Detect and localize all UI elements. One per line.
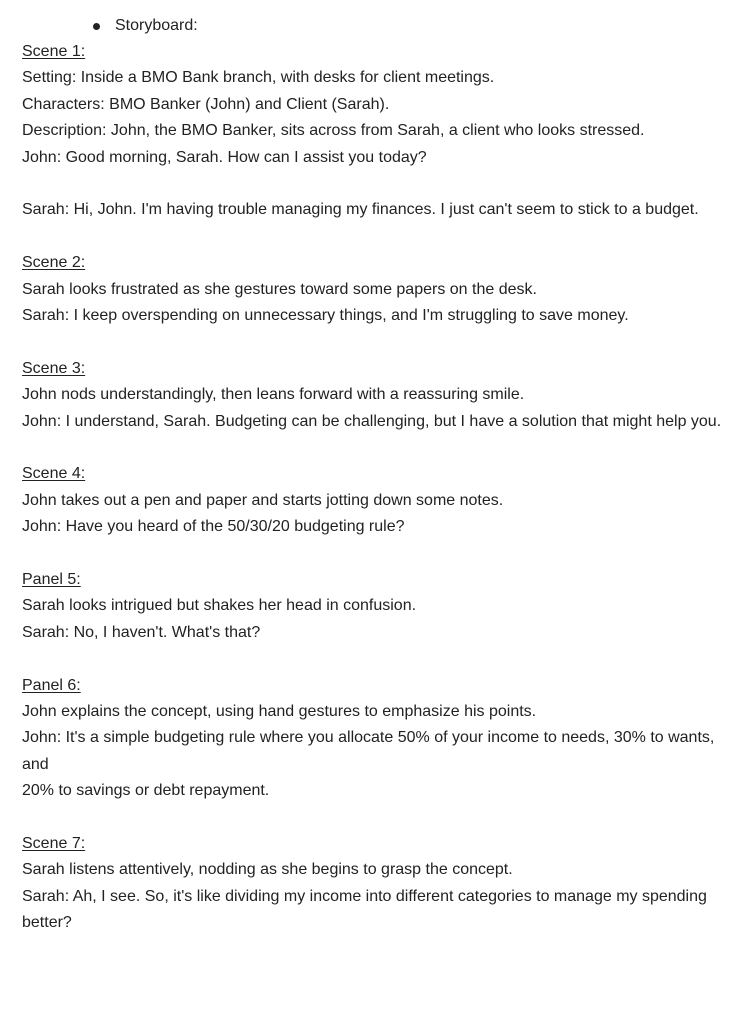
section-spacer [22, 224, 734, 250]
script-line: Sarah: Hi, John. I'm having trouble managing my finances. I just can't seem to stick to a budget. [22, 201, 699, 219]
scene-heading: Scene 1: [22, 43, 86, 60]
script-line: Description: John, the BMO Banker, sits across from Sarah, a client who looks stressed. [22, 122, 645, 140]
document-body [22, 13, 734, 937]
scene-heading: Panel 5: [22, 571, 81, 589]
scene-heading: Scene 3: [22, 359, 86, 377]
script-line: John: It's a simple budgeting rule where you allocate 50% of your income to needs, 30% to wants, and [22, 729, 719, 773]
scene-block [22, 39, 734, 224]
script-line: John: I understand, Sarah. Budgeting can be challenging, but I have a solution that might help you. [22, 412, 722, 430]
script-line: better? [22, 914, 72, 932]
scene-block [22, 831, 734, 937]
section-spacer [22, 435, 734, 461]
scene-block [22, 461, 734, 540]
script-line: Sarah: Ah, I see. So, it's like dividing my income into different categories to manage my spending [22, 887, 707, 905]
scene-block [22, 567, 734, 646]
scene-block [22, 250, 734, 329]
bullet-dot-icon [93, 23, 100, 30]
script-line: Sarah: No, I haven't. What's that? [22, 623, 261, 641]
section-spacer [22, 541, 734, 567]
scene-block [22, 673, 734, 805]
script-line: John: Good morning, Sarah. How can I assist you today? [22, 148, 427, 166]
script-line: Sarah looks frustrated as she gestures toward some papers on the desk. [22, 280, 537, 298]
script-line: John nods understandingly, then leans forward with a reassuring smile. [22, 386, 525, 404]
script-line: John: Have you heard of the 50/30/20 budgeting rule? [22, 518, 405, 536]
scene-heading: Panel 6: [22, 676, 81, 694]
script-line: Sarah looks intrigued but shakes her head in confusion. [22, 597, 417, 615]
script-line: Sarah: I keep overspending on unnecessary things, and I'm struggling to save money. [22, 307, 629, 325]
script-line: Setting: Inside a BMO Bank branch, with desks for client meetings. [22, 69, 495, 87]
section-spacer [22, 646, 734, 672]
script-line: John explains the concept, using hand gestures to emphasize his points. [22, 703, 537, 721]
script-line: 20% to savings or debt repayment. [22, 782, 270, 800]
section-spacer [22, 805, 734, 831]
script-line: John takes out a pen and paper and starts jotting down some notes. [22, 491, 504, 509]
script-line: Characters: BMO Banker (John) and Client (Sarah). [22, 95, 390, 113]
blank-line [22, 171, 734, 197]
storyboard-label: Storyboard: [115, 17, 198, 34]
script-line: Sarah listens attentively, nodding as she begins to grasp the concept. [22, 861, 513, 879]
section-spacer [22, 329, 734, 355]
scene-block [22, 356, 734, 435]
scene-heading: Scene 2: [22, 254, 86, 272]
storyboard-bullet [93, 13, 734, 39]
scene-list [22, 39, 734, 937]
scene-heading: Scene 7: [22, 835, 86, 853]
scene-heading: Scene 4: [22, 465, 86, 483]
